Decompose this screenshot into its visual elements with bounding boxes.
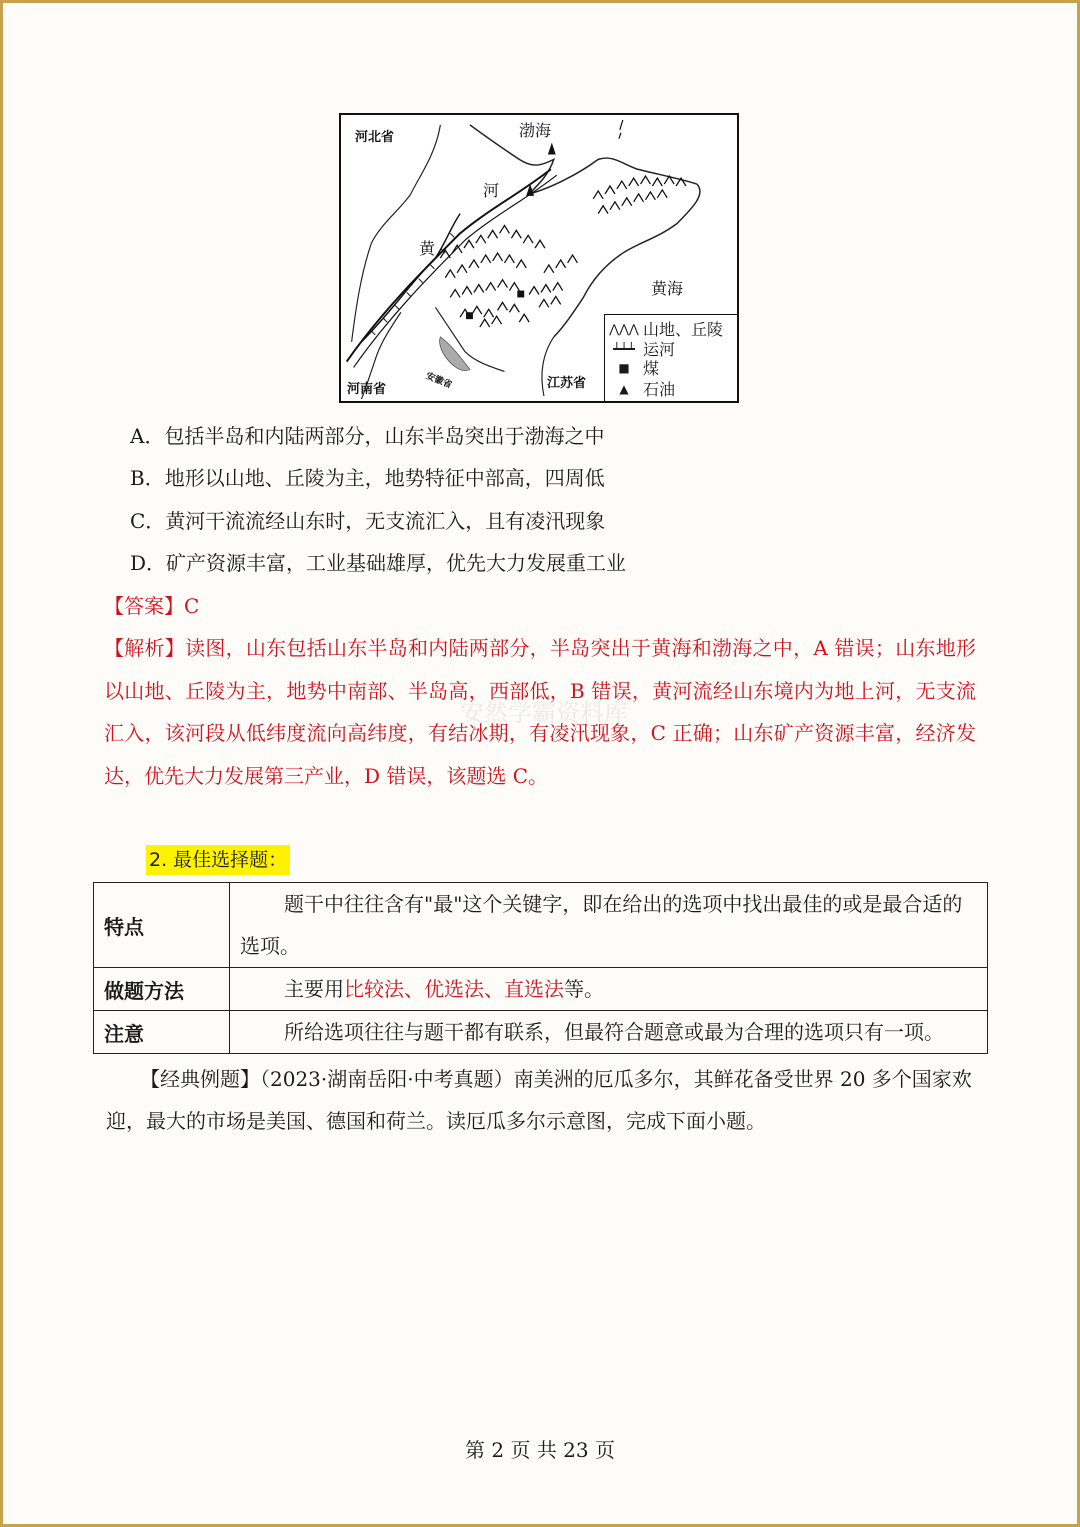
answer-value: C	[184, 594, 200, 618]
option-text: 地形以山地、丘陵为主，地势特征中部高，四周低	[164, 466, 605, 490]
option-text: 黄河干流流经山东时，无支流汇入，且有凌汛现象	[165, 509, 606, 533]
table-row	[94, 883, 988, 968]
legend-canal-label: 运河	[643, 340, 676, 359]
answer	[104, 592, 199, 620]
row-key: 特点	[94, 883, 230, 968]
map-legend	[604, 314, 737, 401]
row-value: 题干中往往含有"最"这个关键字，即在给出的选项中找出最佳的或是最合适的选项。	[230, 883, 988, 968]
map-label-he: 河	[483, 181, 500, 200]
answer-label: 【答案】	[104, 594, 184, 618]
section-heading: 2. 最佳选择题：	[146, 845, 290, 875]
method-table	[93, 882, 988, 1054]
table-row	[94, 968, 988, 1011]
option-letter: B．	[130, 466, 165, 490]
row-key: 注意	[94, 1011, 230, 1054]
row-value: 所给选项往往与题干都有联系，但最符合题意或最为合理的选项只有一项。	[230, 1011, 988, 1054]
map-label-huanghai: 黄海	[651, 279, 684, 298]
option-letter: C．	[130, 509, 166, 533]
map-label-huang: 黄	[419, 239, 436, 258]
row-value-suffix: 等。	[564, 977, 604, 1001]
mountain-icon: ⋀⋀⋀	[609, 321, 639, 336]
coal-icon: ■	[618, 360, 630, 375]
legend-coal-label: 煤	[643, 359, 660, 378]
legend-oil-label: 石油	[643, 380, 676, 399]
example-question	[106, 1058, 976, 1142]
oil-icon: ▲	[619, 381, 629, 396]
page-footer: 第 2 页 共 23 页	[465, 1438, 615, 1462]
example-label: 【经典例题】	[140, 1067, 260, 1091]
map-label-hebei: 河北省	[355, 130, 395, 145]
analysis-text: 读图，山东包括山东半岛和内陆两部分，半岛突出于黄海和渤海之中，A 错误；山东地形以山地、丘陵为主，地势中南部、半岛高，西部低，B 错误，黄河流经山东境内为地上河，无支流汇入，该河段从低纬度流向高纬度，有结冰期，有凌汛现象，C 正确；山东矿产资源丰富，经济发达，优先大力发展第三产业，D 错误，该题选 C。	[104, 636, 977, 788]
row-key: 做题方法	[94, 968, 230, 1011]
row-value	[230, 968, 988, 1011]
shandong-map	[339, 113, 739, 403]
row-value-prefix: 主要用	[284, 977, 344, 1001]
legend-oil	[609, 377, 675, 400]
option-text: 包括半岛和内陆两部分，山东半岛突出于渤海之中	[164, 424, 605, 448]
legend-mountains-label: 山地、丘陵	[643, 320, 724, 339]
map-label-anhui: 安徽省	[424, 371, 454, 391]
option-c	[130, 507, 605, 535]
watermark: 安然学霸资料库	[460, 699, 628, 727]
option-letter: D．	[130, 551, 167, 575]
option-a	[130, 422, 604, 450]
map-label-henan: 河南省	[347, 382, 387, 397]
table-row	[94, 1011, 988, 1054]
row-value-highlight: 比较法、优选法、直选法	[344, 977, 564, 1001]
analysis-label: 【解析】	[104, 636, 186, 660]
map-label-jiangsu: 江苏省	[547, 376, 587, 391]
canal-icon: ┷┷┷	[613, 341, 635, 356]
legend-coal	[609, 356, 659, 379]
option-letter: A．	[130, 424, 165, 448]
option-text: 矿产资源丰富，工业基础雄厚，优先大力发展重工业	[166, 551, 627, 575]
option-d	[130, 549, 626, 577]
example-text: （2023·湖南岳阳·中考真题）南美洲的厄瓜多尔，其鲜花备受世界 20 多个国家欢迎，最大的市场是美国、德国和荷兰。读厄瓜多尔示意图，完成下面小题。	[106, 1067, 972, 1133]
map-label-bohai: 渤海	[519, 121, 552, 140]
option-b	[130, 464, 605, 492]
